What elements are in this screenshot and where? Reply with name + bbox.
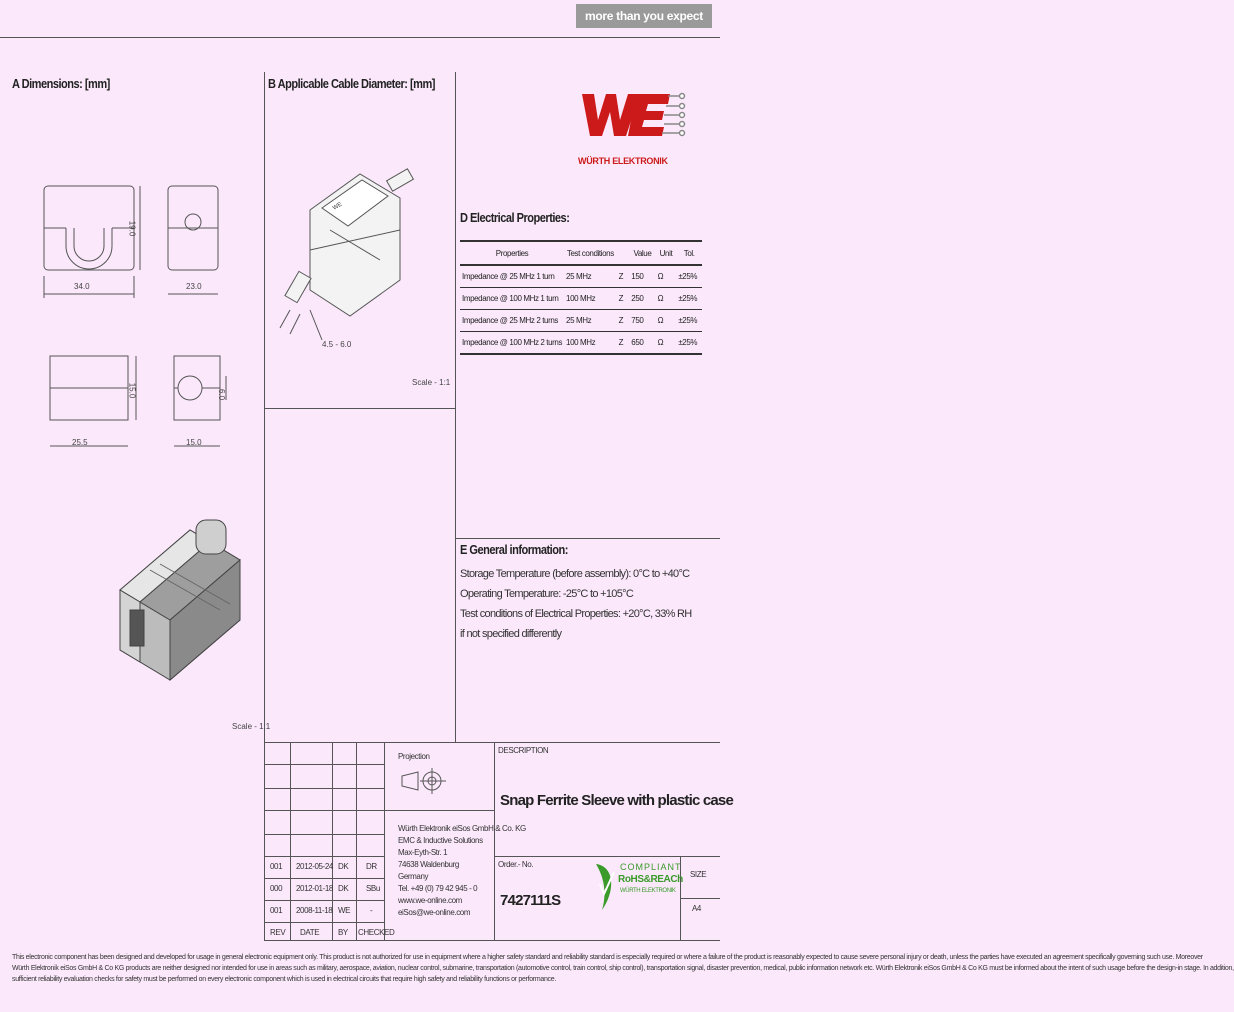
col-header: Value: [629, 241, 655, 265]
table-cell: 150: [629, 265, 655, 288]
table-cell: Impedance @ 25 MHz 1 turn: [460, 265, 564, 288]
titleblock-line: [680, 898, 720, 899]
table-row: [460, 332, 702, 355]
table-cell: ±25%: [676, 288, 702, 310]
titleblock-line: [384, 742, 385, 940]
rev-cell: 2012-05-24: [296, 862, 333, 871]
product-description: Snap Ferrite Sleeve with plastic case: [500, 792, 734, 809]
col-header: Tol.: [676, 241, 702, 265]
rev-cell: -: [370, 906, 373, 915]
address-line: 74638 Waldenburg: [398, 860, 459, 869]
header-divider: [0, 37, 720, 38]
table-cell: 25 MHz: [564, 265, 617, 288]
tagline-banner: more than you expect: [576, 4, 712, 28]
dim-height: 19.0: [127, 220, 137, 237]
rev-header: CHECKED: [358, 928, 395, 937]
dim-end-width: 15.0: [186, 438, 202, 447]
address-line: EMC & Inductive Solutions: [398, 836, 483, 845]
table-cell: Ω: [656, 332, 677, 355]
rev-cell: WE: [338, 906, 351, 915]
section-d-title: D Electrical Properties:: [460, 210, 570, 225]
rev-cell: 2008-11-18: [296, 906, 333, 915]
titleblock-line: [384, 810, 494, 811]
table-cell: 100 MHz: [564, 332, 617, 355]
dim-hole: 6.0: [217, 388, 227, 401]
table-cell: 750: [629, 310, 655, 332]
titleblock-line: [264, 900, 384, 901]
titleblock-line: [264, 856, 384, 857]
wurth-logo: [578, 84, 688, 164]
address-line: Max-Eyth-Str. 1: [398, 848, 448, 857]
rohs-line1: COMPLIANT: [620, 862, 682, 872]
table-row: [460, 310, 702, 332]
table-cell: 100 MHz: [564, 288, 617, 310]
table-cell: ±25%: [676, 265, 702, 288]
titleblock-line: [290, 742, 291, 940]
table-cell: 250: [629, 288, 655, 310]
col-header: Properties: [460, 241, 564, 265]
table-cell: ±25%: [676, 332, 702, 355]
general-info-line: Storage Temperature (before assembly): 0°C to +40°C: [460, 568, 690, 580]
titleblock-line: [494, 856, 720, 857]
svg-text:WE: WE: [332, 201, 344, 212]
general-info-line: Operating Temperature: -25°C to +105°C: [460, 588, 634, 600]
disclaimer-line: This electronic component has been designed and developed for usage in general electronic equipment only. This product is not authorized for use in equipment where a higher safety standard and reliability standard is especially required or where a failure of the product is reasonably expected to cause severe personal injury or death, unless the parties have executed an agreement specifically governing such use. Moreover: [12, 954, 1203, 961]
table-cell: Impedance @ 25 MHz 2 turns: [460, 310, 564, 332]
rev-cell: SBu: [366, 884, 380, 893]
titleblock-line: [264, 878, 384, 879]
rev-cell: DK: [338, 884, 349, 893]
titleblock-border: [264, 742, 265, 940]
address-line: Tel. +49 (0) 79 42 945 - 0: [398, 884, 478, 893]
size-value: A4: [692, 904, 701, 913]
projection-label: Projection: [398, 752, 430, 761]
general-info-line: if not specified differently: [460, 628, 562, 640]
section-b-title: B Applicable Cable Diameter: [mm]: [268, 76, 435, 91]
disclaimer-line: Würth Elektronik eiSos GmbH & Co KG products are neither designed nor intended for use in areas such as military, aerospace, aviation, nuclear control, submarine, transportation (automotive control, train control, ship control), transportation signal, disaster prevention, medical, public information network etc. Würth Elektronik eiSos GmbH & Co KG must be informed about the intent of such usage before the design-in stage. In addition,: [12, 965, 1234, 972]
titleblock-line: [264, 922, 384, 923]
table-row: [460, 265, 702, 288]
table-header-row: [460, 241, 702, 265]
description-label: DESCRIPTION: [498, 746, 549, 755]
section-a-title: A Dimensions: [mm]: [12, 76, 110, 91]
table-cell: Ω: [656, 310, 677, 332]
table-cell: 650: [629, 332, 655, 355]
table-cell: 25 MHz: [564, 310, 617, 332]
col-header: Test conditions: [564, 241, 617, 265]
address-line: Germany: [398, 872, 429, 881]
size-label: SIZE: [690, 870, 707, 879]
electrical-properties-table: [460, 240, 702, 355]
table-cell: Z: [617, 332, 630, 355]
table-cell: Impedance @ 100 MHz 1 turn: [460, 288, 564, 310]
scale-label-b: Scale - 1:1: [412, 378, 451, 387]
rohs-line3: WÜRTH ELEKTRONIK: [620, 888, 676, 894]
dim-depth: 15.0: [127, 382, 137, 399]
section-e-title: E General information:: [460, 542, 568, 557]
table-cell: Z: [617, 265, 630, 288]
grid-line: [264, 72, 265, 742]
general-info-line: Test conditions of Electrical Properties: +20°C, 33% RH: [460, 608, 692, 620]
dimension-drawing-front: [20, 176, 260, 461]
titleblock-line: [264, 834, 384, 835]
logo-brand: WÜRTH ELEKTRONIK: [578, 156, 668, 166]
address-line: eiSos@we-online.com: [398, 908, 471, 917]
address-line: www.we-online.com: [398, 896, 462, 905]
dim-width: 34.0: [74, 282, 90, 291]
grid-line: [455, 72, 456, 742]
disclaimer-line: sufficient reliability evaluation checks for safety must be performed on every electronic component which is used in electrical circuits that require high safety and reliability functions or performance.: [12, 976, 556, 983]
table-cell: Impedance @ 100 MHz 2 turns: [460, 332, 564, 355]
order-label: Order.- No.: [498, 860, 534, 869]
address-line: Würth Elektronik eiSos GmbH & Co. KG: [398, 824, 526, 833]
rev-cell: DK: [338, 862, 349, 871]
projection-symbol-icon: [398, 764, 448, 803]
rohs-badge-icon: [594, 860, 618, 919]
table-cell: Z: [617, 288, 630, 310]
rev-cell: 001: [270, 862, 283, 871]
dim-side-width: 23.0: [186, 282, 202, 291]
col-header: [617, 241, 630, 265]
rev-header: REV: [270, 928, 286, 937]
rohs-line2: RoHS&REACh: [618, 874, 683, 885]
dim-cable: 4.5 - 6.0: [322, 340, 352, 349]
rev-cell: DR: [366, 862, 377, 871]
cable-diameter-drawing: [270, 150, 450, 365]
col-header: Unit: [656, 241, 677, 265]
table-row: [460, 288, 702, 310]
dim-length: 25.5: [72, 438, 88, 447]
table-cell: Ω: [656, 288, 677, 310]
rev-header: BY: [338, 928, 348, 937]
titleblock-line: [356, 742, 357, 940]
titleblock-border: [264, 940, 720, 941]
table-cell: Ω: [656, 265, 677, 288]
titleblock-line: [264, 764, 384, 765]
rev-cell: 001: [270, 906, 283, 915]
rev-cell: 2012-01-18: [296, 884, 333, 893]
rev-header: DATE: [300, 928, 320, 937]
product-3d-render: [110, 510, 250, 695]
titleblock-line: [264, 810, 384, 811]
table-cell: Z: [617, 310, 630, 332]
order-number: 7427111S: [500, 892, 561, 909]
grid-line: [264, 408, 455, 409]
table-cell: ±25%: [676, 310, 702, 332]
titleblock-border: [494, 742, 495, 940]
grid-line: [455, 538, 720, 539]
titleblock-line: [264, 788, 384, 789]
rev-cell: 000: [270, 884, 283, 893]
scale-label-3d: Scale - 1:1: [232, 722, 271, 731]
